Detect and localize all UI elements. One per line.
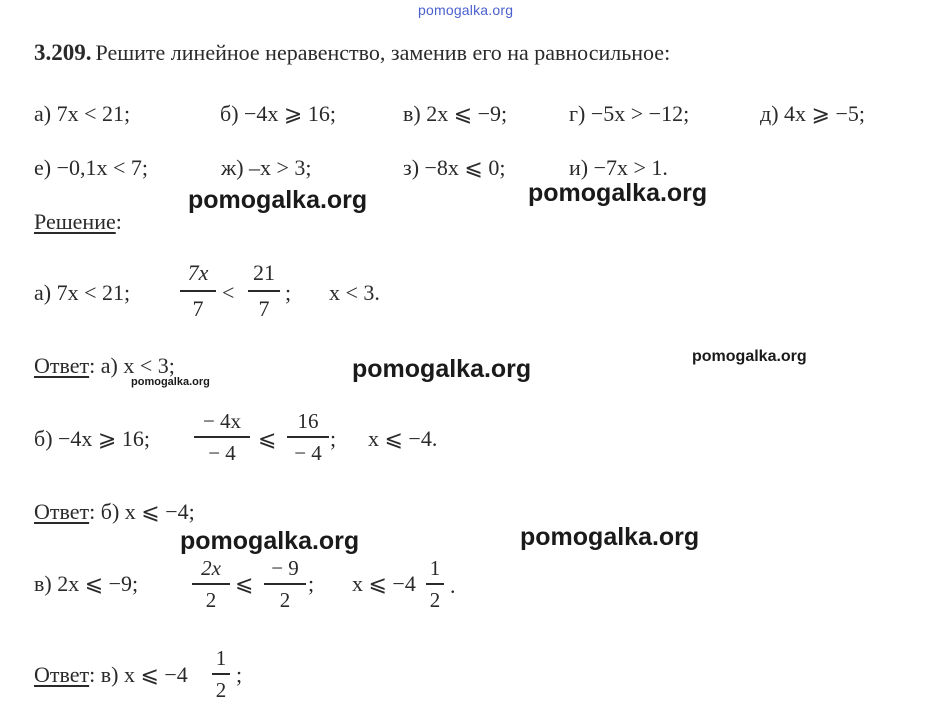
fraction-numerator: − 9 [271,556,299,580]
answer-text: : б) x ⩽ −4; [89,499,195,524]
fraction-denominator: − 4 [294,440,322,465]
exercise-i: и) −7x > 1. [569,155,668,180]
watermark: pomogalka.org [520,523,700,551]
fraction-denominator: 2 [215,677,227,702]
answer-label: Ответ [34,499,90,524]
fraction-denominator: 7 [258,295,270,321]
part-a-result: x < 3. [329,280,380,305]
task-heading [34,40,670,66]
exercise-v: в) 2x ⩽ −9; [403,101,508,126]
fraction-bar [287,436,329,438]
fraction-numerator: 2x [201,556,221,580]
exercise-d: д) 4x ⩾ −5; [760,101,865,126]
part-v-period: . [450,573,456,598]
part-v-result: x ⩽ −4 [352,571,416,596]
exercise-a: а) 7x < 21; [34,101,131,126]
part-v-operator: ⩽ [235,571,254,596]
answer-b [34,499,195,525]
fraction-denominator: 2 [279,587,291,612]
exercise-b: б) −4x ⩾ 16; [220,101,336,126]
answer-label: Ответ [34,353,90,378]
part-b-operator: ⩽ [258,426,277,451]
exercise-e: е) −0,1x < 7; [34,155,149,180]
part-b-result: x ⩽ −4. [368,426,438,451]
exercise-z: з) −8x ⩽ 0; [403,155,506,180]
part-a-separator: ; [285,280,292,305]
task-text: Решите линейное неравенство, заменив его на равносильное: [95,40,671,65]
part-a-lead: а) 7x < 21; [34,280,131,305]
part-b-fraction-left [194,408,250,466]
fraction-numerator: 1 [215,646,227,670]
fraction-denominator: 2 [429,587,441,612]
part-a-fraction-right [248,258,280,324]
fraction-bar [212,673,230,675]
watermark: pomogalka.org [528,179,708,207]
answer-text: : а) x < 3; [89,353,175,378]
fraction-bar [180,290,216,292]
task-number: 3.209. [34,40,92,65]
answer-text: : в) x ⩽ −4 [89,662,188,687]
exercise-zh: ж) –x > 3; [221,155,312,180]
solution-colon: : [115,209,122,234]
part-v-fraction-left [192,555,230,613]
answer-v-suffix: ; [236,662,243,687]
top-watermark: pomogalka.org [418,2,514,18]
fraction-numerator: 1 [429,556,441,580]
fraction-numerator: 21 [253,260,275,285]
fraction-bar [264,583,306,585]
fraction-bar [192,583,230,585]
part-v-mixed-fraction [426,555,444,613]
watermark: pomogalka.org [692,348,807,365]
fraction-bar [248,290,280,292]
watermark: pomogalka.org [188,186,368,214]
fraction-numerator: 7x [187,260,209,285]
answer-label: Ответ [34,662,90,687]
part-a-fraction-left [180,258,216,324]
watermark: pomogalka.org [180,527,360,555]
part-v-separator: ; [308,571,315,596]
fraction-denominator: − 4 [208,440,236,465]
fraction-numerator: 16 [297,409,319,433]
solution-heading [34,209,122,235]
answer-v [34,662,188,688]
fraction-numerator: − 4x [202,409,242,433]
watermark: pomogalka.org [131,376,210,388]
exercise-g: г) −5x > −12; [569,101,690,126]
part-v-fraction-right [264,555,306,613]
part-a-operator: < [222,280,235,305]
part-v-lead: в) 2x ⩽ −9; [34,571,139,596]
answer-v-mixed-fraction [212,645,230,703]
solution-label: Решение [34,209,116,234]
part-b-fraction-right [287,408,329,466]
fraction-bar [426,583,444,585]
fraction-denominator: 7 [192,295,204,321]
watermark: pomogalka.org [352,355,532,383]
fraction-bar [194,436,250,438]
part-b-separator: ; [330,426,337,451]
fraction-denominator: 2 [205,587,217,612]
part-b-lead: б) −4x ⩾ 16; [34,426,150,451]
